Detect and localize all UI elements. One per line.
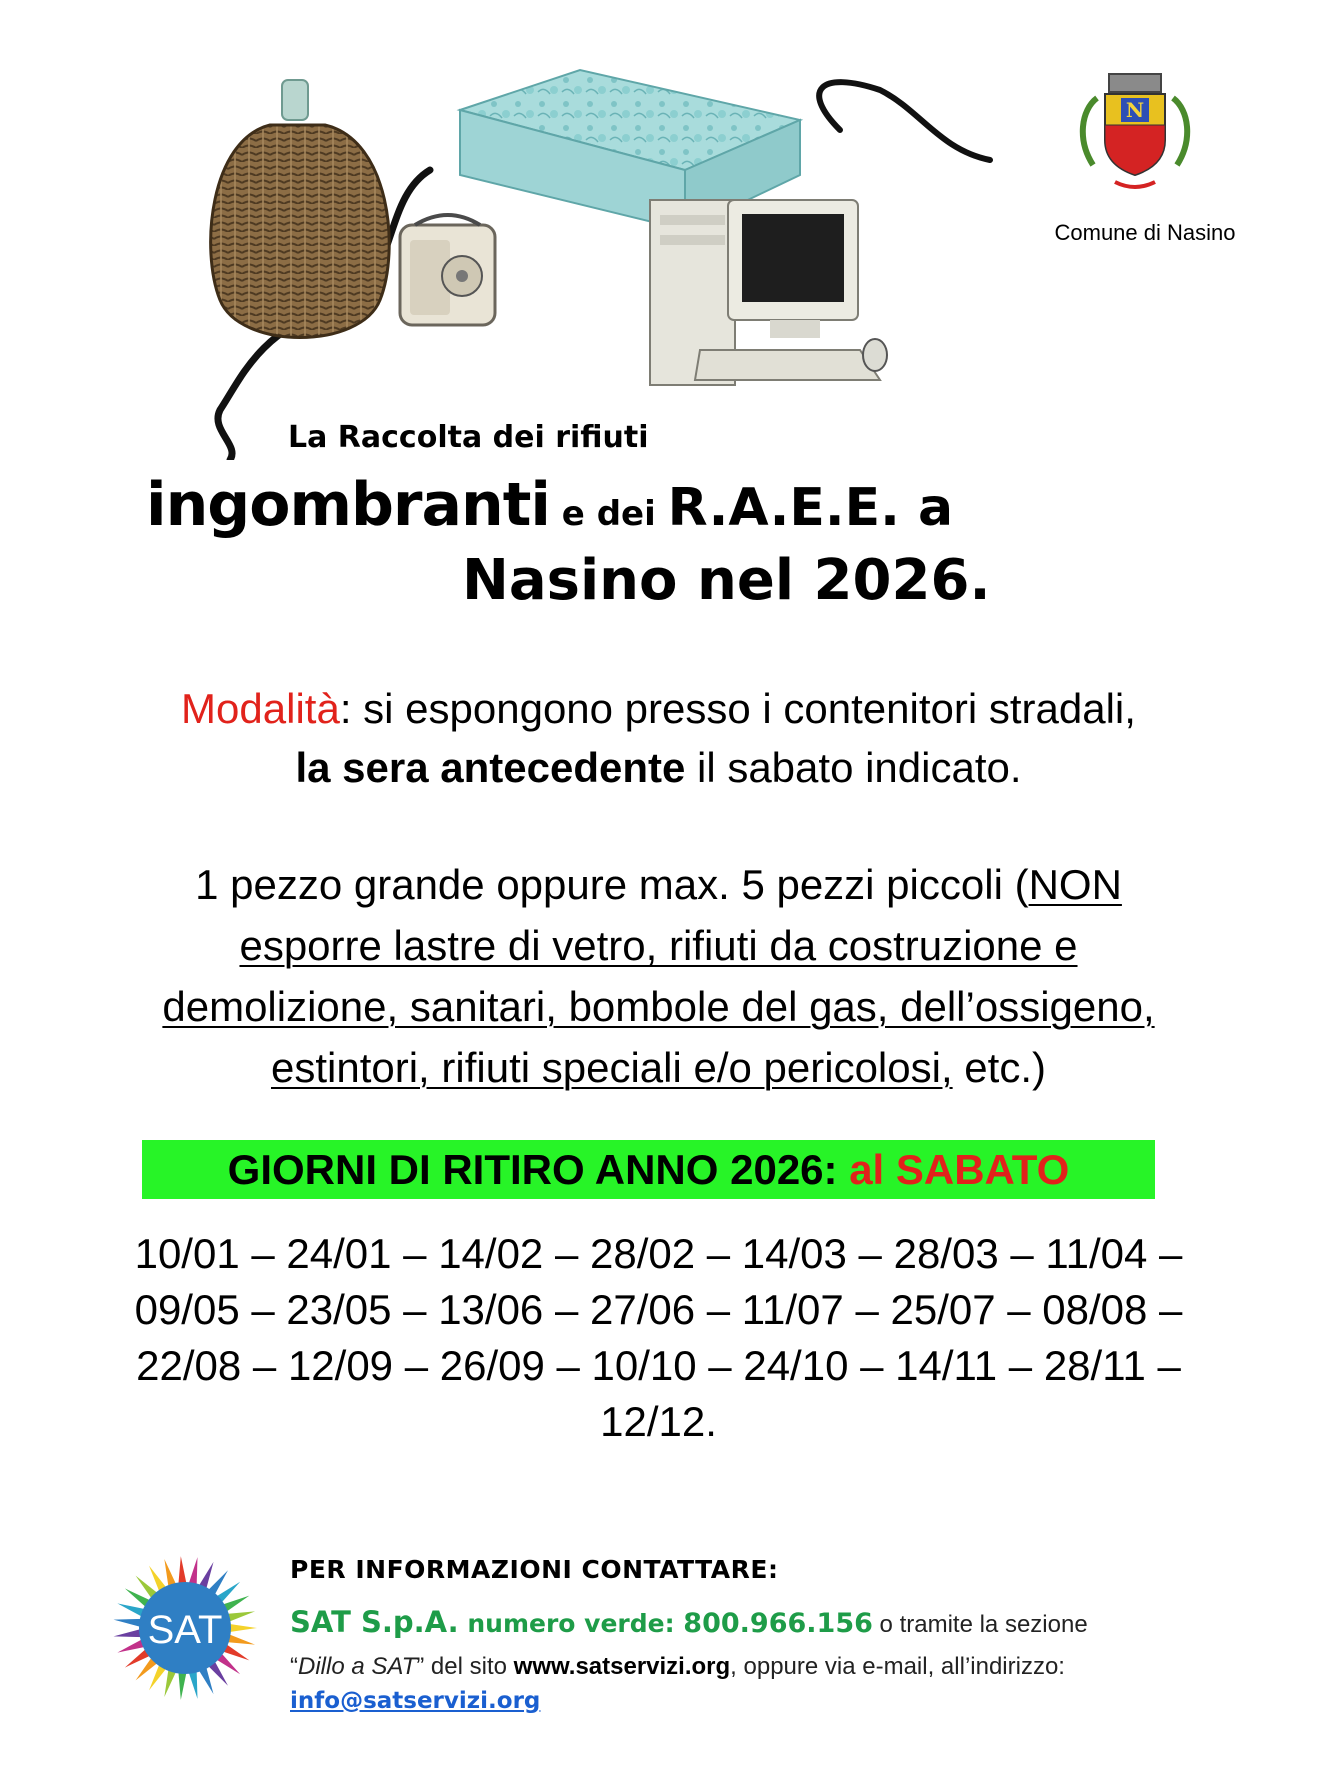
headline-raee: R.A.E.E. a bbox=[667, 478, 954, 538]
modalita-text: : si espongono presso i contenitori stradali, bbox=[339, 685, 1136, 732]
email-link[interactable]: info@satservizi.org bbox=[290, 1688, 541, 1714]
company-name: SAT S.p.A. bbox=[290, 1605, 459, 1639]
dillo-quote-close: ” bbox=[416, 1653, 425, 1680]
rules-line-4: estintori, rifiuti speciali e/o pericolosi, bbox=[271, 1043, 953, 1091]
dates-line-1: 10/01 – 24/01 – 14/02 – 28/02 – 14/03 – 28/03 – 11/04 – bbox=[134, 1230, 1183, 1277]
headline-e-dei: e dei bbox=[549, 494, 668, 534]
dates-line-2: 09/05 – 23/05 – 13/06 – 27/06 – 11/07 – 25/07 – 08/08 – bbox=[134, 1285, 1183, 1333]
dates-list bbox=[40, 1226, 1277, 1449]
headline-line-2 bbox=[146, 470, 953, 540]
info-heading: PER INFORMAZIONI CONTATTARE: bbox=[290, 1555, 779, 1584]
modalita-label: Modalità bbox=[181, 685, 340, 732]
dates-line-4: 12/12. bbox=[600, 1397, 717, 1445]
dates-line-3: 22/08 – 12/09 – 26/09 – 10/10 – 24/10 – 14/11 – 28/11 – bbox=[136, 1341, 1181, 1389]
sat-logo-ray bbox=[178, 1556, 186, 1584]
sat-logo-ray bbox=[113, 1619, 141, 1627]
sat-logo bbox=[112, 1555, 258, 1701]
crest-letter: N bbox=[1125, 98, 1145, 122]
giorni-label: GIORNI DI RITIRO ANNO 2026: bbox=[227, 1146, 850, 1193]
sat-logo-ray bbox=[227, 1634, 255, 1644]
sat-logo-ray bbox=[189, 1557, 198, 1585]
sat-logo-ray bbox=[164, 1669, 176, 1697]
numero-verde-label: numero verde: bbox=[458, 1609, 684, 1638]
dillo-a-sat: Dillo a SAT bbox=[298, 1653, 417, 1680]
giorni-highlight: al SABATO bbox=[849, 1146, 1070, 1193]
rules-non: NON bbox=[1028, 861, 1122, 908]
rules-intro: 1 pezzo grande oppure max. 5 pezzi piccoli ( bbox=[195, 861, 1029, 908]
nasino-crest-icon bbox=[1075, 70, 1195, 190]
sat-logo-ray bbox=[178, 1671, 186, 1699]
sat-logo-ray bbox=[113, 1629, 141, 1637]
rules-paragraph bbox=[40, 855, 1277, 1099]
email-intro: , oppure via e-mail, all’indirizzo: bbox=[730, 1653, 1065, 1680]
sat-logo-ray bbox=[189, 1670, 198, 1698]
headline-ingombranti: ingombranti bbox=[146, 470, 550, 540]
rules-tail: etc.) bbox=[952, 1043, 1046, 1091]
contact-line-2 bbox=[290, 1653, 1065, 1681]
modalita-paragraph bbox=[40, 680, 1277, 798]
rules-line-3: demolizione, sanitari, bombole del gas, dell’ossigeno, bbox=[162, 982, 1155, 1030]
modalita-text-2: il sabato indicato. bbox=[685, 743, 1022, 791]
sat-logo-ray bbox=[164, 1559, 176, 1587]
rules-line-2: esporre lastre di vetro, rifiuti da costruzione e bbox=[239, 921, 1078, 969]
sat-logo-ray bbox=[227, 1611, 255, 1621]
giorni-banner bbox=[142, 1140, 1155, 1199]
tramite-text: o tramite la sezione bbox=[872, 1611, 1088, 1638]
headline-line-1: La Raccolta dei rifiuti bbox=[288, 420, 649, 455]
modalita-bold: la sera antecedente bbox=[295, 743, 686, 791]
comune-label: Comune di Nasino bbox=[1054, 220, 1236, 245]
sito-text: del sito bbox=[424, 1653, 514, 1680]
sat-logo-text: SAT bbox=[147, 1608, 223, 1652]
numero-verde-number[interactable]: 800.966.156 bbox=[683, 1608, 873, 1639]
dillo-quote-open: “ bbox=[290, 1653, 298, 1680]
bulky-waste-illustration bbox=[200, 50, 1030, 460]
sat-logo-ray bbox=[229, 1624, 257, 1632]
headline-line-3: Nasino nel 2026. bbox=[462, 548, 991, 613]
website-link[interactable]: www.satservizi.org bbox=[513, 1653, 731, 1680]
contact-line-1 bbox=[290, 1605, 1088, 1639]
